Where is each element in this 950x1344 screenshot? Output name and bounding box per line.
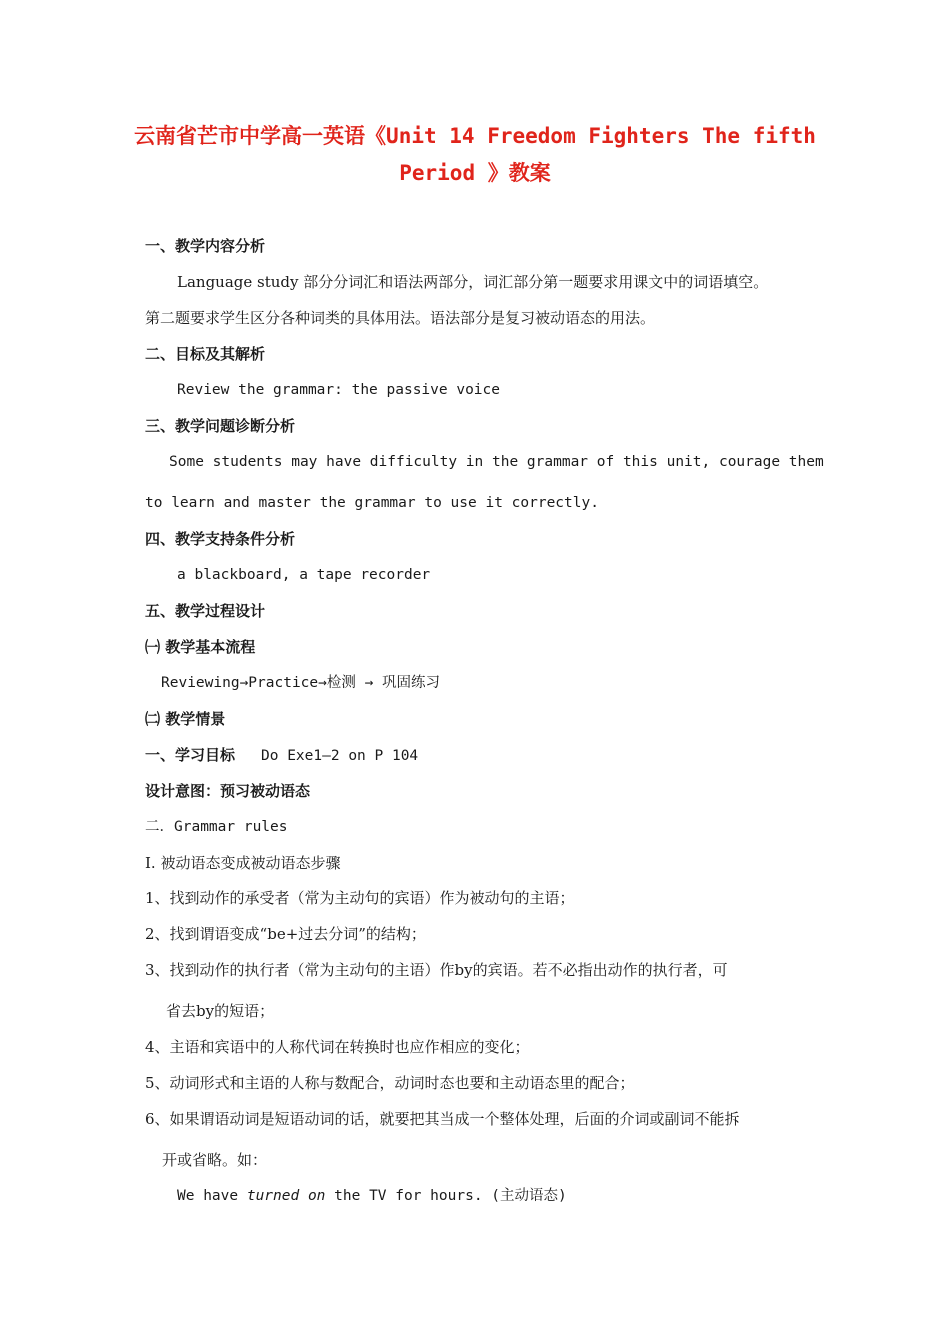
document-title xyxy=(120,118,830,192)
section-3-heading: 三、教学问题诊断分析 xyxy=(145,417,296,435)
step-6-line-2: 开或省略。如： xyxy=(162,1151,268,1169)
step-3-line-2: 省去by的短语； xyxy=(166,1002,275,1020)
section-3-paragraph-line-2: to learn and master the grammar to use it correctly. xyxy=(145,495,599,511)
section-1-paragraph-line-2: 第二题要求学生区分各种词类的具体用法。语法部分是复习被动语态的用法。 xyxy=(145,309,656,327)
section-1-heading: 一、教学内容分析 xyxy=(145,237,266,255)
example-sentence xyxy=(177,1186,567,1206)
design-intent: 设计意图：预习被动语态 xyxy=(145,782,311,800)
steps-heading: I. 被动语态变成被动语态步骤 xyxy=(145,854,341,872)
title-line-2: Period 》教案 xyxy=(399,161,551,185)
section-2-paragraph: Review the grammar: the passive voice xyxy=(177,382,501,398)
section-5-heading: 五、教学过程设计 xyxy=(145,602,266,620)
section-3-paragraph-line-1: Some students may have difficulty in the grammar of this unit, courage them xyxy=(169,454,824,470)
section-4-heading: 四、教学支持条件分析 xyxy=(145,530,296,548)
subsection-1-heading: ㈠ 教学基本流程 xyxy=(145,638,256,656)
learning-goal-heading: 一、学习目标 xyxy=(145,746,236,764)
title-line-1: 云南省芒市中学高一英语《Unit 14 Freedom Fighters The fifth xyxy=(134,124,816,148)
learning-goal-text: Do Exe1—2 on P 104 xyxy=(261,748,419,764)
example-phrasal-verb: turned on xyxy=(246,1188,326,1204)
step-5: 5、动词形式和主语的人称与数配合，动词时态也要和主动语态里的配合； xyxy=(145,1074,635,1092)
example-part-2: the TV for hours. (主动语态) xyxy=(325,1188,567,1204)
step-1: 1、找到动作的承受者（常为主动句的宾语）作为被动句的主语； xyxy=(145,889,575,907)
step-4: 4、主语和宾语中的人称代词在转换时也应作相应的变化； xyxy=(145,1038,530,1056)
learning-goal xyxy=(145,745,418,766)
step-2: 2、找到谓语变成“be+过去分词”的结构； xyxy=(145,925,426,943)
grammar-rules-heading: 二．Grammar rules xyxy=(145,819,288,835)
section-1-paragraph-line-1: Language study 部分分词汇和语法两部分，词汇部分第一题要求用课文中的词语填空。 xyxy=(177,273,769,291)
subsection-2-heading: ㈡ 教学情景 xyxy=(145,710,226,728)
section-2-heading: 二、目标及其解析 xyxy=(145,345,266,363)
teaching-flow: Reviewing→Practice→检测 → 巩固练习 xyxy=(161,675,441,691)
section-4-paragraph: a blackboard, a tape recorder xyxy=(177,567,431,583)
example-part-1: We have xyxy=(177,1188,247,1204)
step-6-line-1: 6、如果谓语动词是短语动词的话，就要把其当成一个整体处理，后面的介词或副词不能拆 xyxy=(145,1110,740,1128)
step-3-line-1: 3、找到动作的执行者（常为主动句的主语）作by的宾语。若不必指出动作的执行者，可 xyxy=(145,961,728,979)
